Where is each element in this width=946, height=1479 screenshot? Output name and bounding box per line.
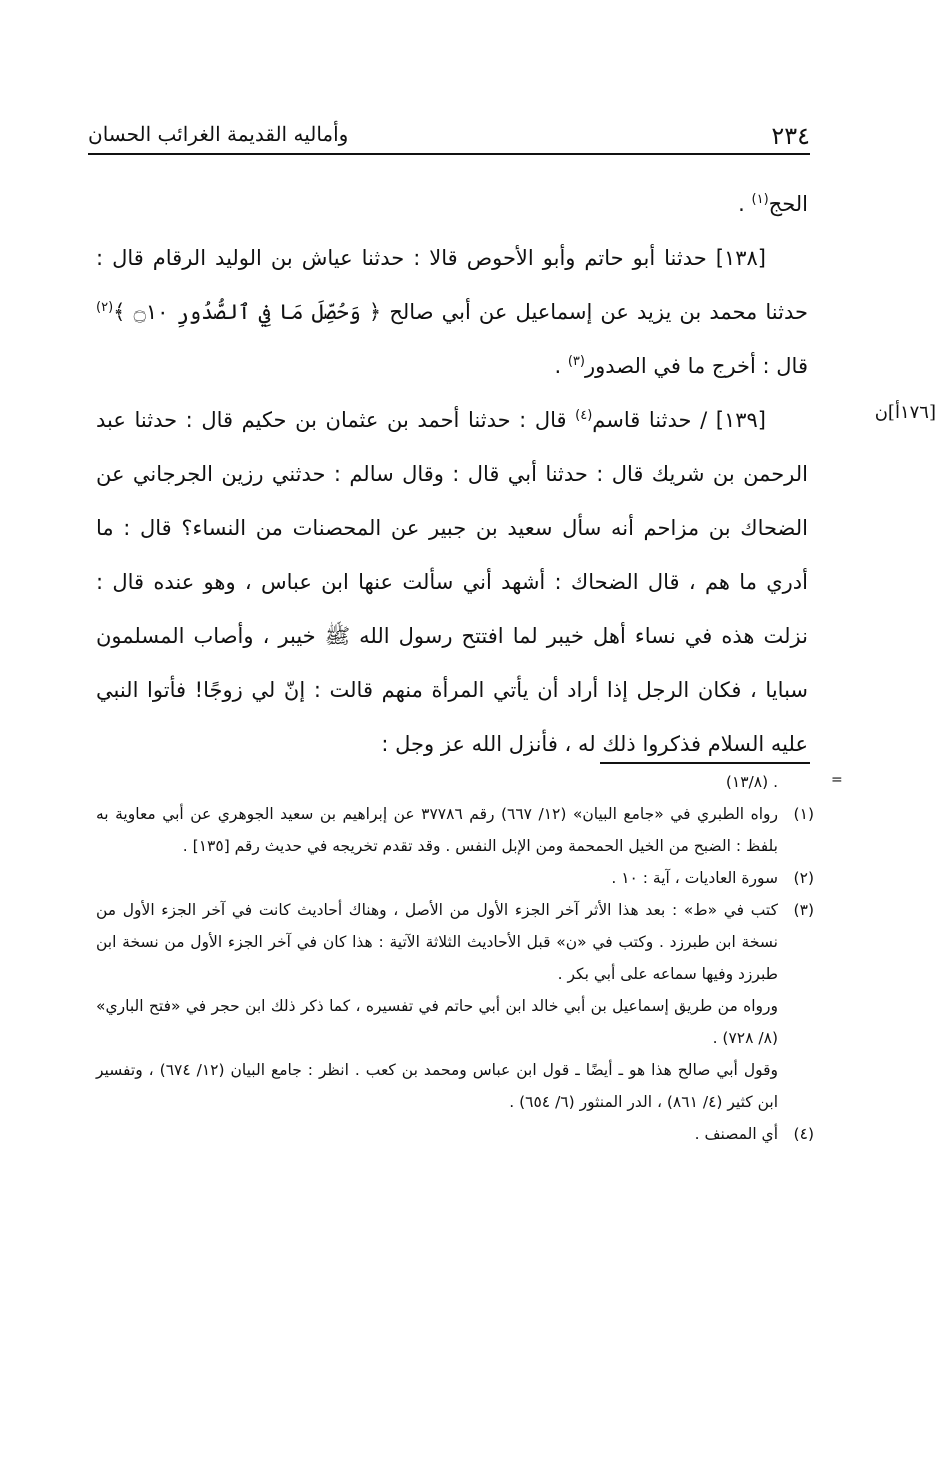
text-run: . xyxy=(554,354,568,378)
text-run: . xyxy=(738,192,752,216)
footnote-2 xyxy=(96,862,814,894)
footnotes xyxy=(96,766,814,1150)
paragraph-138 xyxy=(96,231,808,393)
margin-note: [١٧٦أ]ن xyxy=(874,402,936,423)
paragraph-139 xyxy=(96,393,808,771)
footnote-rule xyxy=(600,762,810,764)
text-run: الحج xyxy=(768,192,808,216)
footnote-ref: (٣) xyxy=(567,354,585,369)
footnote-ref: (٢) xyxy=(96,300,114,315)
footnote-1 xyxy=(96,798,814,862)
footnote-text: ورواه من طريق إسماعيل بن أبي خالد ابن أبي حاتم في تفسيره ، كما ذكر ذلك ابن حجر في «فتح الباري» (٨/ ٧٢٨) . xyxy=(96,997,778,1047)
footnote-ref: (١) xyxy=(751,192,769,207)
footnote-text: أي المصنف . xyxy=(694,1125,778,1143)
running-title: وأماليه القديمة الغرائب الحسان xyxy=(88,122,349,146)
text-run: قال : حدثنا أحمد بن عثمان بن حكيم قال : حدثنا عبد الرحمن بن شريك قال : حدثنا أبي قال : وقال سالم : حدثني رزين الجرجاني عن الضحاك بن مزاحم أنه سأل سعيد بن جبير عن المحصنات من النساء؟ قال : ما أدري ما هم ، قال الضحاك : أشهد أني سألت عنها ابن عباس ، وهو عنده قال : نزلت هذه في نساء أهل خيبر لما افتتح رسول الله ﷺ خيبر ، وأصاب المسلمون سبايا ، فكان الرجل إذا أراد أن يأتي المرأة منهم قالت : إنّ لي زوجًا! فأتوا النبي عليه السلام فذكروا ذلك له ، فأنزل الله عز وجل : xyxy=(96,408,808,756)
footnote-text: كتب في «ط» : بعد هذا الأثر آخر الجزء الأول من الأصل ، وهناك أحاديث كانت في آخر الجزء الأول من نسخة ابن طبرزد . وكتب في «ن» قبل الأحاديث الثلاثة الآتية : هذا كان في آخر الجزء الأول من نسخة ابن طبرزد وفيها سماعه على أبي بكر . xyxy=(96,901,778,983)
footnote-3 xyxy=(96,894,814,1118)
footnote-number: (٣) xyxy=(793,901,814,919)
page-number: ٢٣٤ xyxy=(771,122,810,150)
footnote-number: (١) xyxy=(793,805,814,823)
footnote-number: (٤) xyxy=(793,1125,814,1143)
header-rule xyxy=(88,153,810,155)
footnote-text: سورة العاديات ، آية : ١٠ . xyxy=(611,869,778,887)
text-run: [١٣٨] حدثنا أبو حاتم وأبو الأحوص قالا : حدثنا عياش بن الوليد الرقام قال : حدثنا محمد بن يزيد عن إسماعيل عن أبي صالح xyxy=(96,246,808,324)
footnote-text: وقول أبي صالح هذا هو ـ أيضًا ـ قول ابن عباس ومحمد بن كعب . انظر : جامع البيان (١٢/ ٦٧٤) ، وتفسير ابن كثير (٤/ ٨٦١) ، الدر المنثور (٦/ ٦٥٤) . xyxy=(96,1061,778,1111)
main-text xyxy=(96,177,808,771)
text-run: قال : أخرج ما في الصدور xyxy=(584,354,808,378)
footnote-number: (٢) xyxy=(793,869,814,887)
paragraph-continuation xyxy=(96,177,808,231)
footnote-continue-mark: = xyxy=(831,772,843,788)
footnote-text: رواه الطبري في «جامع البيان» (١٢/ ٦٦٧) رقم ٣٧٧٨٦ عن إبراهيم بن سعيد الجوهري عن أبي معاوية به بلفظ : الضبح من الخيل الحمحمة ومن الإبل النفس . وقد تقدم تخريجه في حديث رقم [١٣٥] . xyxy=(96,805,778,855)
footnote-continuation: . (١٣/٨) xyxy=(725,773,778,791)
footnote-ref: (٤) xyxy=(575,408,593,423)
footnote-4 xyxy=(96,1118,814,1150)
page-header xyxy=(88,118,810,150)
quran-verse: ﴿ وَحُصِّلَ مَا فِي ٱلصُّدُورِ ۝١٠ ﴾ xyxy=(113,300,382,324)
text-run: [١٣٩] / حدثنا قاسم xyxy=(592,408,766,432)
